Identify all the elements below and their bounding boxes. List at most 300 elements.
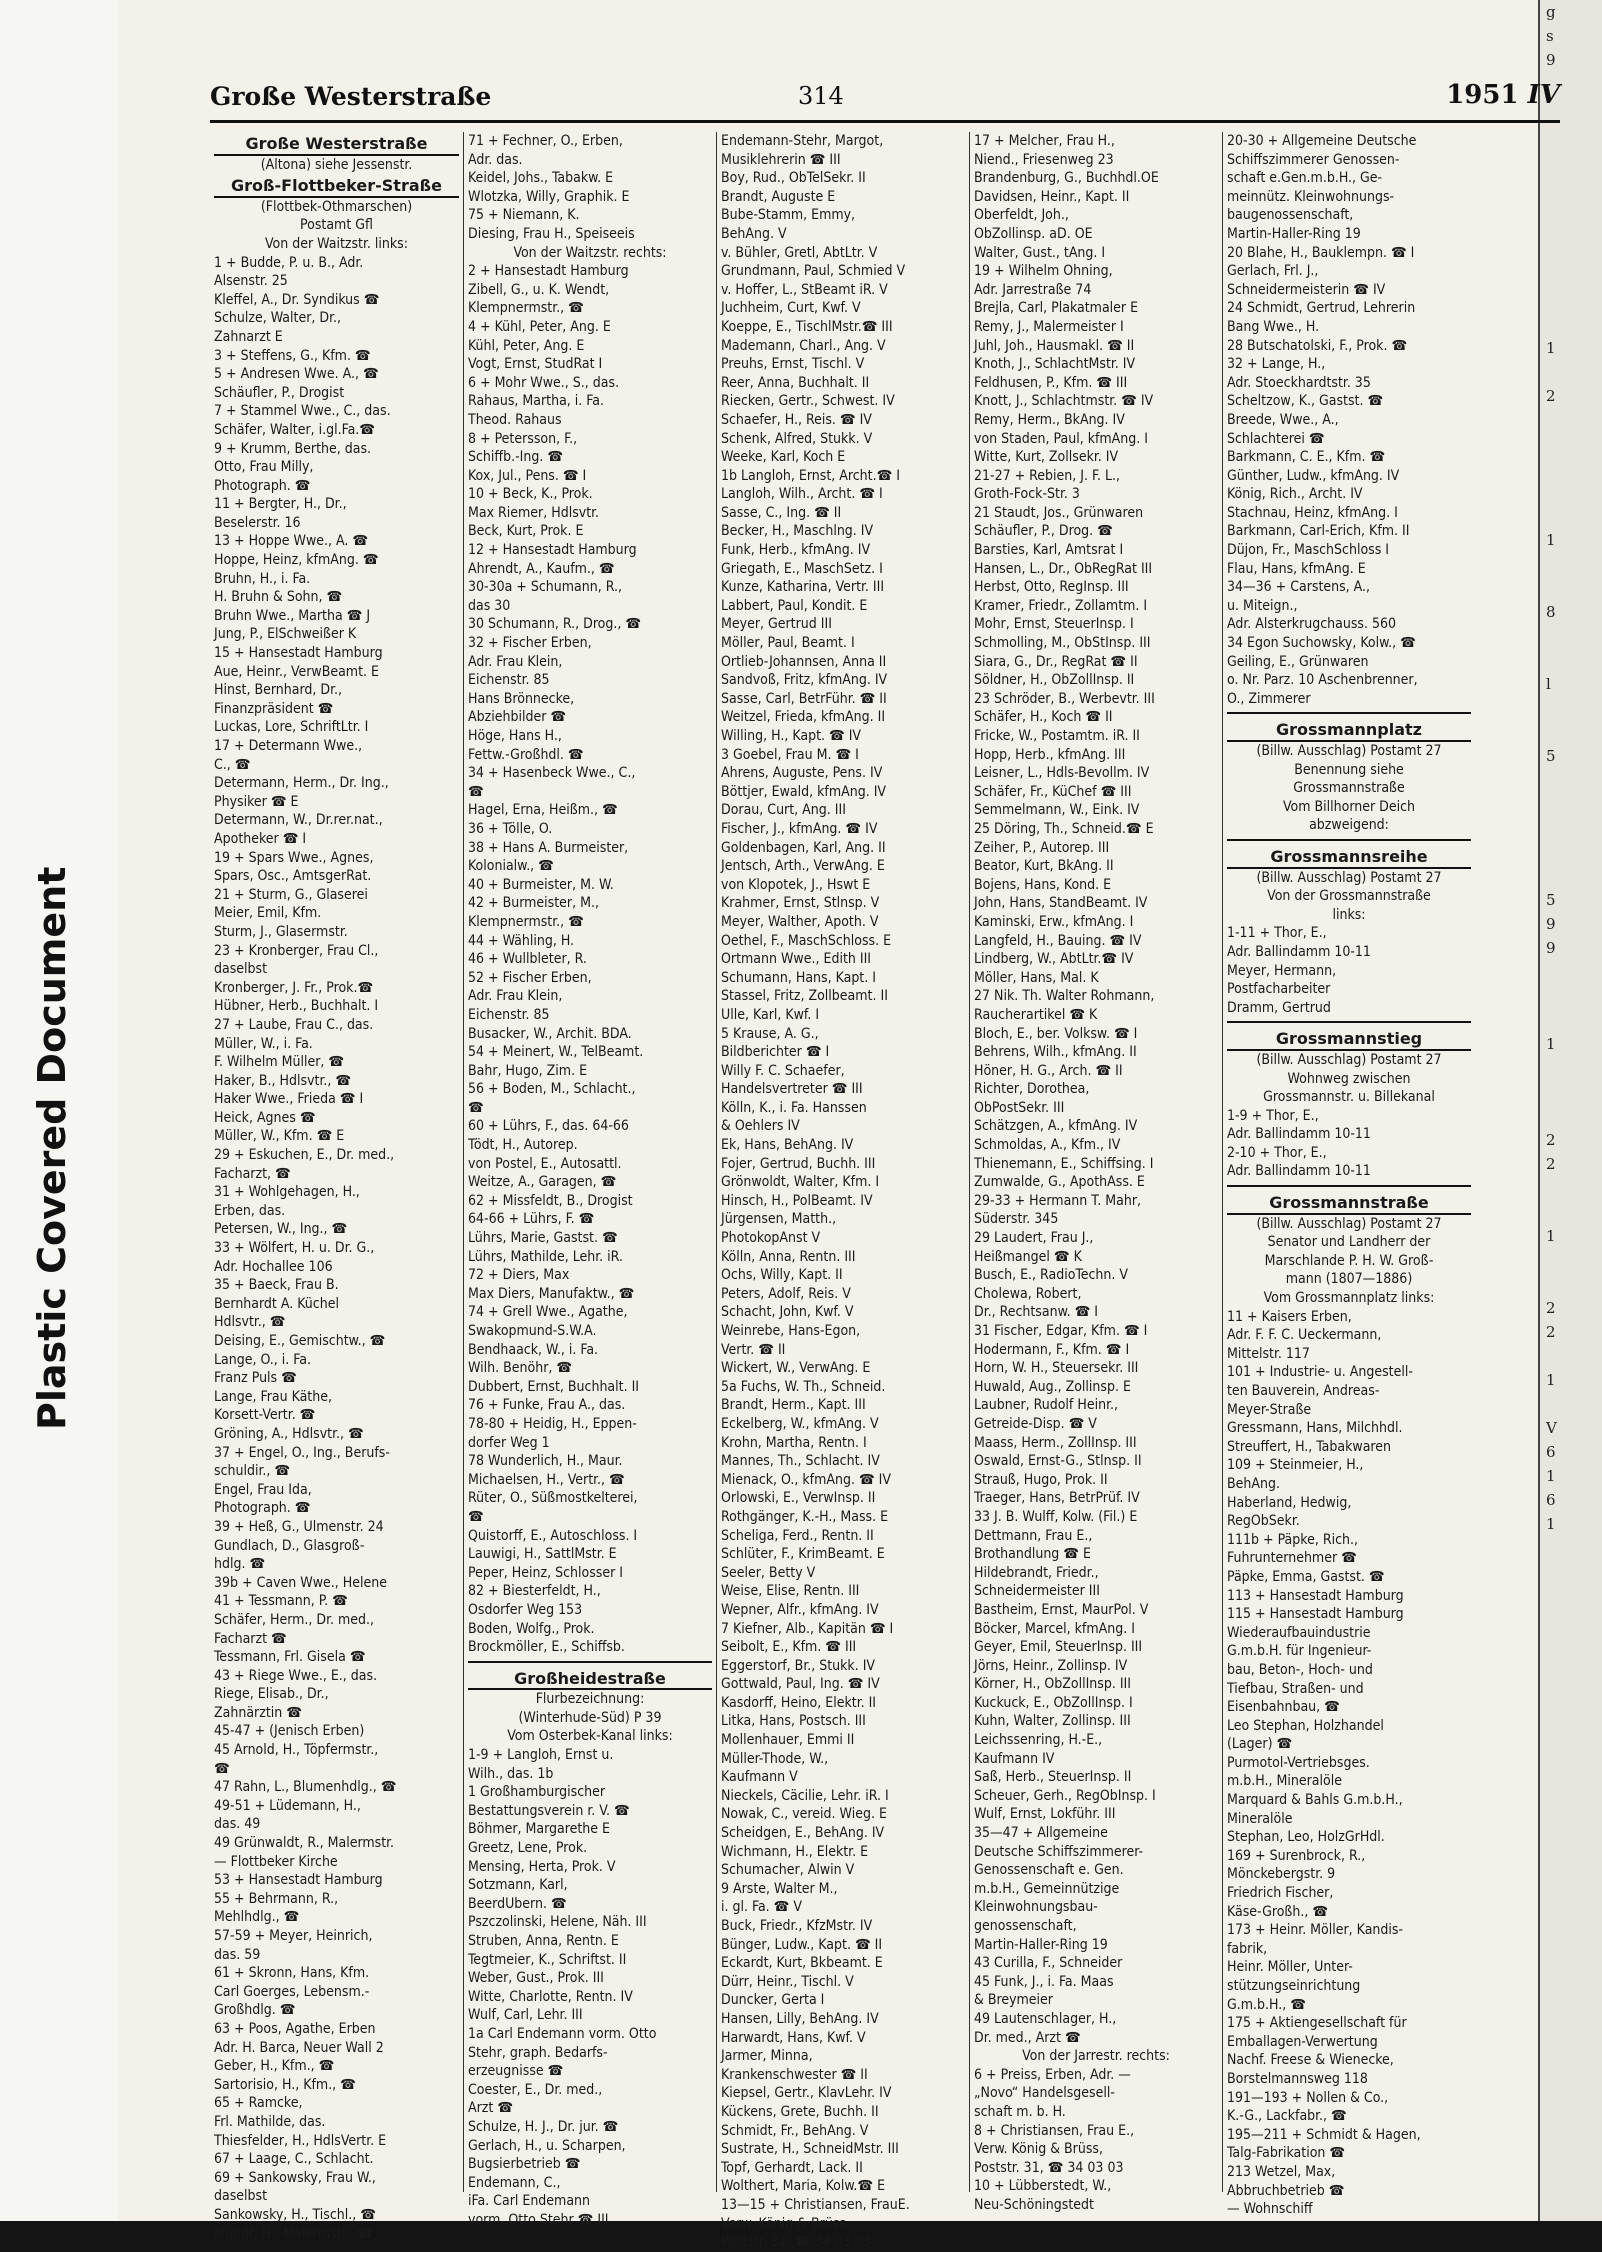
edge-glyph	[1540, 1248, 1602, 1272]
directory-entry: Wichmann, H., Elektr. E	[721, 1843, 869, 1860]
edge-glyph: 2	[1546, 1299, 1556, 1317]
directory-entry: 9 + Krumm, Berthe, das.	[214, 440, 372, 457]
edge-glyph	[1540, 480, 1602, 504]
edge-glyph	[1540, 792, 1602, 816]
directory-entry: Grundmann, Paul, Schmied V	[721, 263, 906, 280]
directory-entry: ☎	[468, 783, 484, 800]
directory-entry: 29 Laudert, Frau J.,	[974, 1230, 1094, 1247]
directory-entry: 12 + Hansestadt Hamburg	[468, 542, 637, 559]
directory-entry: Sustrate, H., SchneidMstr. III	[721, 2141, 899, 2158]
directory-entry: 27 + Laube, Frau C., das.	[214, 1016, 374, 1033]
directory-entry: iFa. Carl Endemann	[468, 2193, 591, 2210]
directory-entry: Deutsche Schiffszimmerer-	[974, 1843, 1144, 1860]
directory-entry: Borstelmannsweg 118	[1227, 2070, 1368, 2087]
directory-entry: 63 + Poos, Agathe, Erben	[214, 2020, 376, 2037]
directory-entry: Stehr, graph. Bedarfs-	[468, 2044, 608, 2061]
directory-entry: Sotzmann, Karl,	[468, 1877, 568, 1894]
directory-entry: Meyer, Hermann,	[1227, 962, 1337, 979]
directory-entry: Busch, E., RadioTechn. V	[974, 1267, 1128, 1284]
directory-entry: BehAng. V	[721, 225, 787, 242]
directory-entry: Kolonialw., ☎	[468, 858, 554, 875]
directory-entry: PhotokopAnst V	[721, 1230, 821, 1247]
edge-glyph: 9	[1546, 939, 1556, 957]
edge-glyph: 1	[1546, 1371, 1556, 1389]
directory-entry: 19 + Spars Wwe., Agnes,	[214, 849, 374, 866]
directory-entry: 64-66 + Lührs, F. ☎	[468, 1211, 595, 1228]
directory-entry: das. 49	[214, 1816, 261, 1833]
directory-entry: Wiederaufbauindustrie	[1227, 1624, 1371, 1641]
directory-entry: 45-47 + (Jenisch Erben)	[214, 1723, 365, 1740]
directory-entry: Wolthert, Maria, Kolw.☎ E	[721, 2178, 886, 2195]
directory-entry: ObZollinsp. aD. OE	[974, 225, 1093, 242]
directory-entry: Wlotzka, Willy, Graphik. E	[468, 188, 630, 205]
directory-entry: G.m.b.H., ☎	[1227, 1996, 1306, 2013]
directory-entry: 5 Krause, A. G.,	[721, 1025, 819, 1042]
directory-entry: „Novo“ Handelsgesell-	[974, 2085, 1115, 2102]
edge-glyph	[1540, 624, 1602, 648]
street-note: Von der Grossmannstraße	[1267, 888, 1431, 905]
directory-entry: Heinr. Möller, Unter-	[1227, 1959, 1353, 1976]
directory-entry: stützungseinrichtung	[1227, 1978, 1361, 1994]
directory-entry: Brejla, Carl, Plakatmaler E	[974, 300, 1139, 317]
directory-entry: Funk, Herb., kfmAng. IV	[721, 542, 871, 559]
directory-entry: Harwardt, Hans, Kwf. V	[721, 2029, 866, 2046]
edge-glyph: 2	[1546, 387, 1556, 405]
directory-entry: H. Bruhn & Sohn, ☎	[214, 589, 343, 606]
edge-glyph	[1540, 408, 1602, 432]
directory-entry: Alsenstr. 25	[214, 273, 288, 290]
directory-entry: Fischer, J., kfmAng. ☎ IV	[721, 820, 878, 837]
directory-entry: 1b Langloh, Ernst, Archt.☎ I	[721, 467, 900, 484]
directory-entry: Vertr. ☎ II	[721, 1341, 786, 1358]
directory-entry: Schäufler, P., Drog. ☎	[974, 523, 1113, 540]
directory-entry: schaft e.Gen.m.b.H., Ge-	[1227, 170, 1383, 187]
directory-entry: 39 + Heß, G., Ulmenstr. 24	[214, 1518, 384, 1535]
directory-entry: Determann, Herm., Dr. Ing.,	[214, 775, 389, 792]
directory-entry: Kunze, Katharina, Vertr. III	[721, 579, 885, 596]
directory-entry: Hinst, Bernhard, Dr.,	[214, 682, 342, 699]
directory-entry: Handelsvertreter ☎ III	[721, 1081, 863, 1098]
directory-entry: Scheuer, Gerh., RegObInsp. I	[974, 1787, 1156, 1804]
directory-entry: Schäfer, H., Koch ☎ II	[974, 709, 1113, 726]
directory-entry: — Wohnschiff	[1227, 2201, 1313, 2218]
edge-glyph	[1540, 816, 1602, 840]
directory-entry: Schäfer, Walter, i.gl.Fa.☎	[214, 421, 375, 438]
directory-entry: Max Riemer, Hdlsvtr.	[468, 504, 600, 521]
directory-entry: Brandt, Auguste E	[721, 188, 836, 205]
directory-entry: Adr. Hochallee 106	[214, 1258, 333, 1275]
directory-entry: Gerlach, Frl. J.,	[1227, 263, 1319, 280]
directory-entry: Adr. H. Barca, Neuer Wall 2	[214, 2039, 384, 2056]
street-note: (Billw. Ausschlag) Postamt 27	[1256, 1215, 1442, 1232]
directory-entry: 11 + Kaisers Erben,	[1227, 1308, 1352, 1325]
directory-entry: Sartorisio, H., Kfm., ☎	[214, 2076, 356, 2093]
directory-entry: Richter, Dorothea,	[974, 1081, 1090, 1098]
directory-entry: 173 + Heinr. Möller, Kandis-	[1227, 1922, 1404, 1939]
directory-entry: Willy F. C. Schaefer,	[721, 1062, 845, 1079]
edge-glyph	[1540, 648, 1602, 672]
directory-entry: Determann, W., Dr.rer.nat.,	[214, 812, 383, 829]
directory-entry: 32 + Lange, H.,	[1227, 356, 1326, 373]
directory-entry: 52 + Fischer Erben,	[468, 969, 592, 986]
directory-entry: Bünger, Ludw., Kapt. ☎ II	[721, 1936, 883, 1953]
directory-entry: Brandt, Herm., Kapt. III	[721, 1397, 866, 1414]
street-note: (Billw. Ausschlag) Postamt 27	[1256, 869, 1442, 886]
directory-entry: Ochs, Willy, Kapt. II	[721, 1267, 843, 1284]
directory-entry: Oethel, F., MaschSchloss. E	[721, 932, 892, 949]
directory-entry: Brockmöller, E., Schiffsb.	[468, 1639, 625, 1656]
directory-entry: Emballagen-Verwertung	[1227, 2033, 1378, 2050]
directory-entry: Luckas, Lore, SchriftLtr. I	[214, 719, 369, 736]
directory-entry: 13—15 + Christiansen, FrauE.	[721, 2196, 910, 2213]
left-margin-strip	[0, 0, 118, 2221]
directory-entry: 175 + Aktiengesellschaft für	[1227, 2015, 1407, 2032]
directory-entry: Struben, Anna, Rentn. E	[468, 1933, 619, 1949]
directory-entry: 54 + Meinert, W., TelBeamt.	[468, 1044, 644, 1061]
directory-entry: Weise, Elise, Rentn. III	[721, 1583, 860, 1600]
directory-entry: Adr. F. F. C. Ueckermann,	[1227, 1327, 1382, 1344]
edge-glyph	[1540, 120, 1602, 144]
directory-entry: Weitze, A., Garagen, ☎	[468, 1174, 617, 1191]
directory-entry: Buck, Friedr., KfzMstr. IV	[721, 1918, 873, 1934]
directory-entry: Genossenschaft e. Gen.	[974, 1862, 1124, 1879]
directory-entry: 15 + Hansestadt Hamburg	[214, 645, 383, 662]
street-heading: Grossmannplatz	[1227, 721, 1471, 742]
directory-entry: Semmelmann, W., Eink. IV	[974, 802, 1140, 819]
directory-entry: Krohn, Martha, Rentn. I	[721, 1434, 867, 1451]
directory-entry: Adr. Jarrestraße 74	[974, 281, 1092, 298]
directory-entry: Kuhn, Walter, Zollinsp. III	[974, 1713, 1131, 1730]
directory-entry: schuldir., ☎	[214, 1463, 291, 1480]
directory-entry: Kronberger, J. Fr., Prok.☎	[214, 979, 374, 996]
directory-entry: 35 + Baeck, Frau B.	[214, 1277, 339, 1294]
header-year-volume	[1446, 80, 1560, 110]
directory-entry: Fuhrunternehmer ☎	[1227, 1550, 1357, 1567]
directory-entry: 21 Staudt, Jos., Grünwaren	[974, 504, 1144, 521]
directory-entry: Peper, Heinz, Schlosser I	[468, 1564, 623, 1581]
directory-entry: Großhdlg. ☎	[214, 2002, 296, 2019]
directory-entry: Facharzt ☎	[214, 1630, 287, 1647]
edge-glyph: V	[1546, 1419, 1557, 1437]
directory-entry: Groth-Fock-Str. 3	[974, 486, 1080, 503]
directory-entry: Schäfer, Fr., KüChef ☎ III	[974, 783, 1132, 800]
directory-entry: Grönwoldt, Walter, Kfm. I	[721, 1174, 880, 1191]
directory-entry: 9 Arste, Walter M.,	[721, 1880, 838, 1897]
directory-entry: G.m.b.H. für Ingenieur-	[1227, 1643, 1372, 1660]
directory-entry: 49 Grünwaldt, R., Malermstr.	[214, 1835, 395, 1852]
directory-entry: Sankowsky, H., Tischl., ☎	[214, 2206, 376, 2223]
directory-entry: Friedrich Fischer,	[1227, 1885, 1334, 1902]
directory-entry: v. Bühler, Gretl, AbtLtr. V	[721, 244, 878, 261]
edge-glyph: 2	[1546, 1155, 1556, 1173]
street-note: links:	[1332, 906, 1366, 923]
directory-entry: Hopp, Herb., kfmAng. III	[974, 746, 1126, 763]
directory-entry: 19 + Wilhelm Ohning,	[974, 263, 1113, 280]
edge-glyph: 5	[1546, 747, 1556, 765]
street-note: Postamt Gfl	[300, 217, 373, 234]
directory-entry: Wickert, W., VerwAng. E	[721, 1360, 871, 1377]
directory-entry: Fojer, Gertrud, Buchh. III	[721, 1155, 876, 1172]
directory-entry: Heißmangel ☎ K	[974, 1248, 1082, 1265]
directory-entry: Davidsen, Heinr., Kapt. II	[974, 188, 1130, 205]
directory-entry: Tödt, H., Autorep.	[468, 1137, 578, 1154]
directory-entry: Arzt ☎	[468, 2100, 514, 2117]
directory-entry: 195—211 + Schmidt & Hagen,	[1227, 2126, 1421, 2143]
directory-entry: Käse-Großh., ☎	[1227, 1903, 1329, 1920]
directory-entry: Bloch, E., ber. Volksw. ☎ I	[974, 1025, 1138, 1042]
directory-entry: Bojens, Hans, Kond. E	[974, 876, 1112, 893]
directory-entry: 31 + Wohlgehagen, H.,	[214, 1184, 360, 1201]
directory-entry: Barkmann, Carl-Erich, Kfm. II	[1227, 523, 1410, 540]
directory-entry: Wepner, Alfr., kfmAng. IV	[721, 1601, 879, 1618]
edge-glyph	[1540, 960, 1602, 984]
directory-entry: Hansen, L., Dr., ObRegRat III	[974, 560, 1153, 577]
street-note: Von der Jarrestr. rechts:	[1022, 2048, 1170, 2065]
directory-entry: Leichssenring, H.-E.,	[974, 1732, 1103, 1749]
directory-entry: Weinrebe, Hans-Egon,	[721, 1323, 861, 1339]
directory-entry: ObPostSekr. III	[974, 1099, 1065, 1116]
directory-entry: O., Zimmerer	[1227, 690, 1311, 707]
edge-glyph: 6	[1546, 1491, 1556, 1509]
street-heading: Grossmannstraße	[1227, 1194, 1471, 1215]
directory-entry: Sandvoß, Fritz, kfmAng. IV	[721, 672, 888, 689]
directory-entry: hdlg. ☎	[214, 1556, 266, 1573]
directory-entry: Scheltzow, K., Gastst. ☎	[1227, 393, 1384, 410]
directory-entry: Busacker, W., Archit. BDA.	[468, 1025, 632, 1042]
directory-entry: Zeiher, P., Autorep. III	[974, 839, 1110, 856]
directory-entry: 20 Blahe, H., Bauklempn. ☎ I	[1227, 244, 1415, 261]
directory-entry: das 30	[468, 597, 511, 614]
edge-glyph	[1540, 1200, 1602, 1224]
directory-entry: Koeppe, E., TischlMstr.☎ III	[721, 318, 893, 335]
directory-entry: Knoth, J., SchlachtMstr. IV	[974, 356, 1136, 373]
directory-entry: Rahaus, Martha, i. Fa.	[468, 393, 604, 410]
directory-entry: 49-51 + Lüdemann, H.,	[214, 1797, 361, 1814]
directory-entry: Klempnermstr., ☎	[468, 300, 584, 317]
directory-entry: Müller-Thode, W.,	[721, 1750, 829, 1767]
directory-entry: 101 + Industrie- u. Angestell-	[1227, 1364, 1413, 1381]
directory-entry: Raucherartikel ☎ K	[974, 1006, 1098, 1023]
directory-entry: Goldenbagen, Karl, Ang. II	[721, 839, 886, 856]
edge-glyph	[1540, 1080, 1602, 1104]
street-note: Vom Osterbek-Kanal links:	[507, 1728, 673, 1745]
edge-glyph	[1540, 1176, 1602, 1200]
directory-entry: Endemann, C.,	[468, 2174, 561, 2191]
directory-entry: Coester, E., Dr. med.,	[468, 2081, 603, 2098]
edge-glyph	[1540, 264, 1602, 288]
directory-entry: i. gl. Fa. ☎ V	[721, 1899, 802, 1916]
directory-entry: Apotheker ☎ I	[214, 830, 307, 847]
directory-entry: Günther, Ludw., kfmAng. IV	[1227, 467, 1400, 484]
directory-entry: Kühl, Peter, Ang. E	[468, 337, 585, 354]
directory-entry: Lauwigi, H., SattlMstr. E	[468, 1546, 617, 1563]
street-note: Flurbezeichnung:	[535, 1691, 645, 1708]
edge-glyph	[1540, 1392, 1602, 1416]
directory-entry: Deising, E., Gemischtw., ☎	[214, 1333, 386, 1349]
directory-entry: 62 + Missfeldt, B., Drogist	[468, 1192, 633, 1209]
directory-entry: Barsties, Karl, Amtsrat I	[974, 542, 1124, 559]
edge-glyph: 9	[1546, 51, 1556, 69]
directory-entry: Mineralöle	[1227, 1810, 1293, 1827]
directory-column	[969, 132, 1222, 2213]
directory-entry: Eckardt, Kurt, Bkbeamt. E	[721, 1955, 883, 1972]
directory-entry: 33 J. B. Wulff, Kolw. (Fil.) E	[974, 1508, 1138, 1525]
street-note: Wohnweg zwischen	[1287, 1070, 1411, 1087]
directory-entry: Gröning, A., Hdlsvtr., ☎	[214, 1425, 364, 1442]
plastic-covered-stamp: Plastic Covered Document	[30, 866, 74, 1430]
directory-entry: Jentsch, Arth., VerwAng. E	[721, 858, 885, 875]
directory-entry: Hübner, Herb., Buchhalt. I	[214, 998, 379, 1015]
directory-entry: Scheidgen, E., BehAng. IV	[721, 1825, 885, 1842]
directory-entry: 109 + Steinmeier, H.,	[1227, 1457, 1364, 1474]
directory-entry: Ortmann Wwe., Edith III	[721, 951, 871, 968]
header-volume: IV	[1527, 80, 1560, 110]
directory-entry: 33 + Wölfert, H. u. Dr. G.,	[214, 1240, 375, 1257]
directory-entry: Remy, J., Malermeister I	[974, 318, 1124, 335]
directory-entry: Franz Puls ☎	[214, 1370, 297, 1387]
directory-entry: Rüter, O., Süßmostkelterei,	[468, 1490, 638, 1507]
directory-entry: Riecken, Gertr., Schwest. IV	[721, 393, 895, 410]
directory-entry: meinnütz. Kleinwohnungs-	[1227, 188, 1395, 205]
directory-entry: C., ☎	[214, 756, 251, 773]
directory-entry: Brothandlung ☎ E	[974, 1546, 1091, 1563]
directory-entry: Nachf. Freese & Wienecke,	[1227, 2052, 1394, 2069]
directory-entry: Hodermann, F., Kfm. ☎ I	[974, 1341, 1130, 1358]
directory-entry: Carl Goerges, Lebensm.-	[214, 1983, 370, 2000]
directory-entry: Weeke, Karl, Koch E	[721, 449, 846, 466]
directory-entry: (Lager) ☎	[1227, 1736, 1293, 1753]
directory-entry: 10 + Beck, K., Prok.	[468, 486, 593, 503]
directory-entry: ten Bauverein, Andreas-	[1227, 1383, 1380, 1399]
directory-entry: erzeugnisse ☎	[468, 2063, 564, 2080]
directory-entry: 76 + Funke, Frau A., das.	[468, 1397, 626, 1414]
edge-glyph	[1540, 144, 1602, 168]
page-number: 314	[798, 82, 844, 110]
page-header	[210, 78, 1560, 123]
directory-entry: Mönckebergstr. 9	[1227, 1866, 1336, 1883]
directory-entry: 8 + Christiansen, Frau E.,	[974, 2122, 1135, 2139]
directory-entry: Stachnau, Heinz, kfmAng. I	[1227, 504, 1398, 521]
directory-entry: Eichenstr. 85	[468, 1006, 550, 1023]
directory-entry: 75 + Niemann, K.	[468, 207, 580, 224]
directory-entry: Hinsch, H., PolBeamt. IV	[721, 1192, 873, 1209]
edge-glyph	[1540, 288, 1602, 312]
directory-entry: Maass, Herm., ZollInsp. III	[974, 1434, 1137, 1451]
directory-entry: vorm. Otto Stehr ☎ III	[468, 2211, 609, 2228]
directory-entry: genossenschaft,	[974, 1918, 1077, 1934]
edge-glyph: 1	[1546, 1467, 1556, 1485]
directory-entry: Hdlsvtr., ☎	[214, 1314, 286, 1331]
street-heading: Große Westerstraße	[214, 135, 459, 156]
directory-entry: 20-30 + Allgemeine Deutsche	[1227, 133, 1417, 149]
directory-entry: Boy, Rud., ObTelSekr. II	[721, 170, 866, 187]
directory-entry: Beator, Kurt, BkAng. II	[974, 858, 1114, 875]
directory-entry: Schiffb.-Ing. ☎	[468, 449, 564, 466]
section-divider	[1227, 712, 1471, 718]
directory-entry: Tiefbau, Straßen- und	[1227, 1680, 1364, 1697]
directory-entry: 24 Schmidt, Gertrud, Lehrerin	[1227, 300, 1416, 317]
directory-entry: Adr. Frau Klein,	[468, 653, 563, 670]
directory-entry: Sasse, C., Ing. ☎ II	[721, 504, 842, 521]
directory-entry: 57-59 + Meyer, Heinrich,	[214, 1928, 373, 1944]
directory-entry: Kiepsel, Gertr., KlavLehr. IV	[721, 2085, 892, 2102]
directory-entry: 82 + Biesterfeldt, H.,	[468, 1583, 601, 1600]
directory-entry: Martin-Haller-Ring 19	[974, 1936, 1108, 1953]
street-note: (Billw. Ausschlag) Postamt 27	[1256, 743, 1442, 759]
directory-entry: Cholewa, Robert,	[974, 1285, 1082, 1302]
directory-entry: 4 + Kühl, Peter, Ang. E	[468, 318, 611, 335]
directory-entry: Dr. med., Arzt ☎	[974, 2029, 1081, 2046]
directory-entry: Bang Wwe., H.	[1227, 318, 1320, 335]
directory-entry: Lange, Frau Käthe,	[214, 1388, 332, 1405]
directory-entry: Postfacharbeiter	[1227, 981, 1331, 998]
directory-entry: Preuhs, Ernst, Tischl. V	[721, 356, 865, 373]
directory-entry: Bastheim, Ernst, MaurPol. V	[974, 1601, 1149, 1618]
street-note: (Billw. Ausschlag) Postamt 27	[1256, 1051, 1442, 1068]
directory-entry: Leisner, L., Hdls-Bevollm. IV	[974, 765, 1150, 782]
directory-entry: Griegath, E., MaschSetz. I	[721, 560, 883, 577]
directory-entry: Erben, das.	[214, 1202, 286, 1219]
directory-entry: 31 Fischer, Edgar, Kfm. ☎ I	[974, 1323, 1148, 1339]
directory-entry: 1 Großhamburgischer	[468, 1784, 606, 1801]
directory-entry: 40 + Burmeister, M. W.	[468, 876, 614, 893]
directory-entry: Facharzt, ☎	[214, 1165, 291, 1182]
directory-entry: 3 + Steffens, G., Kfm. ☎	[214, 347, 371, 364]
directory-entry: Verw. König & Brüss,	[721, 2215, 850, 2232]
edge-glyph	[1540, 456, 1602, 480]
directory-entry: Seeler, Betty V	[721, 1564, 816, 1581]
directory-entry: Witte, Charlotte, Rentn. IV	[468, 1988, 633, 2005]
directory-entry: Ulle, Karl, Kwf. I	[721, 1006, 820, 1023]
directory-entry: Schulze, H. J., Dr. jur. ☎	[468, 2118, 619, 2135]
street-note: Von der Waitzstr. rechts:	[513, 244, 667, 261]
street-note: mann (1807—1886)	[1285, 1271, 1413, 1288]
directory-entry: Körner, H., ObZollInsp. III	[974, 1676, 1131, 1693]
directory-entry: von Staden, Paul, kfmAng. I	[974, 430, 1148, 447]
edge-glyph: 1	[1546, 339, 1556, 357]
directory-entry: 78-80 + Heidig, H., Eppen-	[468, 1415, 637, 1432]
directory-entry: Peters, Adolf, Reis. V	[721, 1285, 851, 1302]
directory-entry: Strauß, Hugo, Prok. II	[974, 1471, 1108, 1488]
directory-entry: Fettw.-Großhdl. ☎	[468, 746, 584, 763]
directory-entry: Knott, J., Schlachtmstr. ☎ IV	[974, 393, 1154, 410]
directory-column	[210, 132, 463, 2242]
directory-column	[716, 132, 969, 2251]
directory-entry: Kölln, K., i. Fa. Hanssen	[721, 1099, 867, 1116]
directory-entry: 55 + Behrmann, R.,	[214, 1890, 339, 1907]
directory-entry: 191—193 + Nollen & Co.,	[1227, 2089, 1389, 2106]
directory-entry: Oswald, Ernst-G., Stlnsp. II	[974, 1453, 1142, 1470]
directory-entry: Ahrens, Auguste, Pens. IV	[721, 765, 883, 782]
directory-entry: Haberland, Hedwig,	[1227, 1494, 1352, 1511]
directory-entry: Wilh. Benöhr, ☎	[468, 1360, 573, 1377]
directory-entry: John, Hans, StandBeamt. IV	[974, 895, 1148, 912]
directory-entry: BeerdUbern. ☎	[468, 1895, 567, 1912]
directory-entry: Schenk, Alfred, Stukk. V	[721, 430, 873, 447]
directory-entry: m.b.H., Mineralöle	[1227, 1773, 1342, 1790]
directory-entry: Schlüter, F., KrimBeamt. E	[721, 1546, 885, 1563]
directory-entry: Hoppe, Heinz, kfmAng. ☎	[214, 552, 379, 569]
directory-entry: Greetz, Lene, Prok.	[468, 1840, 588, 1857]
edge-glyph	[1540, 1272, 1602, 1296]
directory-entry: Schiffszimmerer Genossen-	[1227, 151, 1400, 168]
street-heading: Großheidestraße	[468, 1670, 712, 1691]
directory-entry: Langloh, Wilh., Archt. ☎ I	[721, 486, 883, 503]
directory-entry: Martin-Haller-Ring 19	[1227, 225, 1361, 242]
street-heading: Grossmannsreihe	[1227, 848, 1471, 869]
directory-entry: Kox, Jul., Pens. ☎ I	[468, 467, 587, 484]
edge-glyph: 5	[1546, 891, 1556, 909]
